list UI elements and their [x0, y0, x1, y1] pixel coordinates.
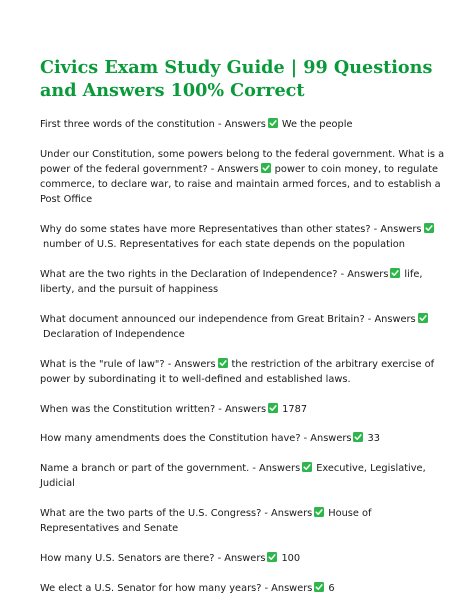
qa-item	[40, 147, 450, 208]
question-text: How many amendments does the Constitution have? -	[40, 433, 311, 445]
qa-item	[40, 357, 450, 387]
answer-text: life, liberty, and the pursuit of happiness	[40, 268, 423, 296]
question-text: Under our Constitution, some powers belong to the federal government. What is a power of the federal government? -	[40, 148, 445, 175]
qa-item	[40, 267, 450, 297]
green-check-icon	[314, 507, 324, 517]
answers-label: Answers	[217, 163, 259, 175]
answers-label: Answers	[347, 268, 389, 280]
qa-item	[40, 222, 450, 252]
green-check-icon	[218, 358, 228, 368]
question-text: First three words of the constitution -	[40, 119, 225, 130]
green-check-icon	[268, 403, 278, 413]
question-text: What are the two rights in the Declaration of Independence? -	[40, 268, 348, 280]
answer-text: 33	[367, 433, 380, 445]
question-text: Why do some states have more Representatives than other states? -	[40, 224, 381, 236]
qa-item	[40, 506, 450, 536]
qa-item	[40, 431, 450, 446]
question-text: What document announced our independence from Great Britain? -	[40, 313, 375, 325]
qa-item	[40, 117, 450, 132]
answer-text: House of Representatives and Senate	[40, 507, 372, 535]
green-check-icon	[261, 163, 271, 173]
answer-text: number of U.S. Representatives for each state depends on the population	[43, 239, 405, 251]
answer-text: 1787	[282, 403, 308, 415]
answers-label: Answers	[224, 552, 266, 564]
qa-item	[40, 581, 450, 596]
answers-label: Answers	[224, 403, 267, 415]
qa-item	[40, 402, 450, 417]
green-check-icon	[302, 462, 312, 472]
green-check-icon	[390, 268, 400, 278]
green-check-icon	[424, 223, 434, 233]
green-check-icon	[268, 118, 278, 128]
document-title: Civics Exam Study Guide | 99 Questions and Answers 100% Correct	[40, 57, 433, 101]
qa-item	[40, 461, 450, 491]
green-check-icon	[353, 432, 363, 442]
qa-item	[40, 312, 450, 342]
answer-text: 6	[328, 582, 335, 594]
qa-list	[40, 117, 450, 610]
answer-text: Declaration of Independence	[43, 329, 185, 341]
answers-label: Answers	[310, 433, 352, 445]
question-text: What is the "rule of law"? -	[40, 358, 175, 370]
answers-label: Answers	[224, 119, 266, 130]
answers-label: Answers	[174, 358, 216, 370]
answer-text: We the people	[281, 119, 353, 130]
answers-label: Answers	[271, 582, 313, 594]
question-text: We elect a U.S. Senator for how many years? -	[40, 582, 272, 594]
answer-text: Executive, Legislative, Judicial	[40, 463, 426, 490]
question-text: How many U.S. Senators are there? -	[40, 552, 225, 564]
green-check-icon	[418, 313, 428, 323]
question-text: Name a branch or part of the government. -	[40, 463, 259, 475]
answer-text: power to coin money, to regulate commerce, to declare war, to raise and maintain armed forces, and to establish a Post Office	[40, 163, 441, 206]
question-text: What are the two parts of the U.S. Congress? -	[40, 507, 272, 519]
answers-label: Answers	[380, 224, 422, 236]
answers-label: Answers	[259, 463, 301, 475]
answer-text: the restriction of the arbitrary exercise of power by subordinating it to well-defined and established laws.	[40, 358, 435, 385]
answers-label: Answers	[271, 507, 313, 519]
answer-text: 100	[281, 552, 301, 564]
answers-label: Answers	[374, 313, 416, 325]
green-check-icon	[267, 552, 277, 562]
question-text: When was the Constitution written? -	[40, 403, 225, 415]
green-check-icon	[314, 582, 324, 592]
qa-item	[40, 551, 450, 566]
